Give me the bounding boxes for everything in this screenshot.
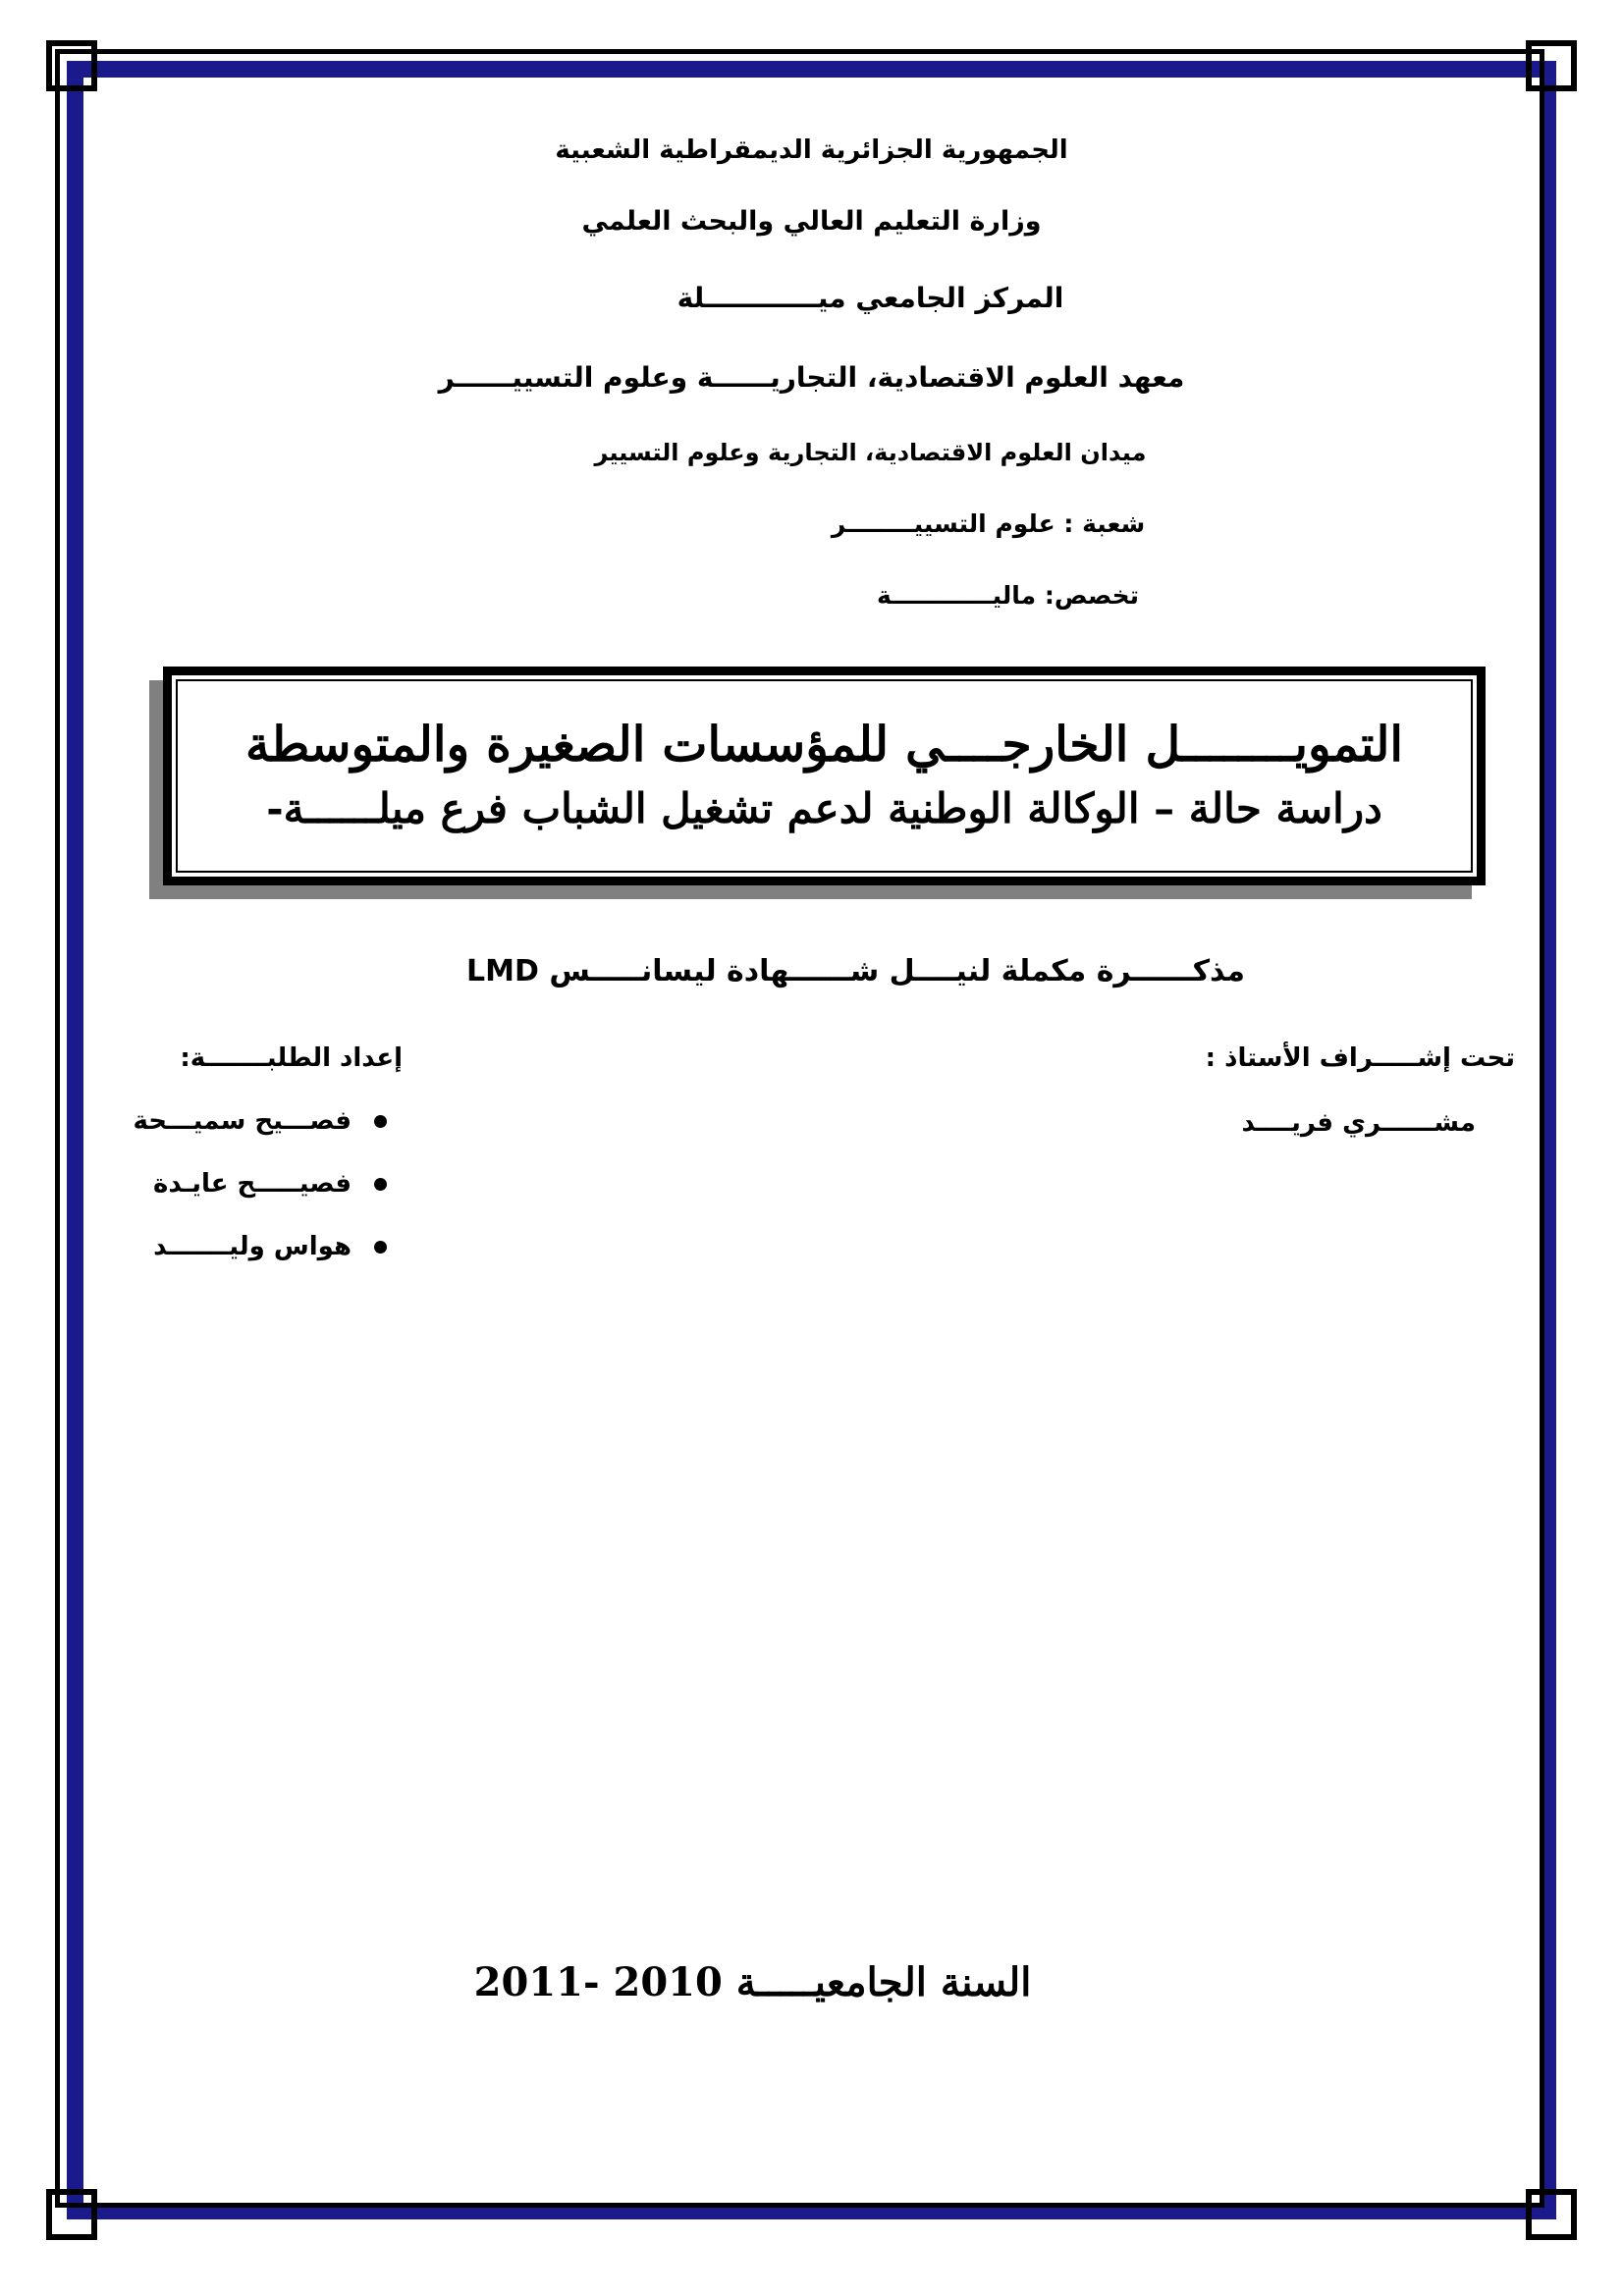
cover-content bbox=[108, 108, 1515, 2188]
supervisor-name: مشــــــري فريــــد bbox=[1241, 1108, 1476, 1139]
corner-ornament-top-right bbox=[1526, 40, 1577, 91]
students-list bbox=[108, 1106, 403, 1261]
list-item bbox=[108, 1106, 352, 1136]
people-section bbox=[108, 1043, 1515, 1295]
student-name: فصيـــــح عايـدة bbox=[152, 1169, 352, 1200]
corner-ornament-bottom-left bbox=[46, 2189, 97, 2240]
bullet-icon bbox=[374, 1241, 387, 1254]
supervisor-heading: تحت إشـــــراف الأستاذ : bbox=[1205, 1043, 1515, 1074]
header-line-university-center: المركز الجامعي ميــــــــــــلة bbox=[676, 282, 1064, 314]
header-line-branch: شعبة : علوم التسييــــــــر bbox=[831, 509, 1146, 538]
thesis-title-line-2: دراسة حالة – الوكالة الوطنية لدعم تشغيل الشباب فرع ميلــــــة- bbox=[266, 783, 1382, 832]
title-box-wrapper bbox=[163, 667, 1486, 885]
list-item bbox=[108, 1169, 352, 1199]
bullet-icon bbox=[374, 1115, 387, 1128]
supervisor-column bbox=[1176, 1043, 1515, 1138]
thesis-title-line-1: التمويــــــــل الخارجــــي للمؤسسات الصغيرة والمتوسطة bbox=[244, 716, 1404, 773]
header-line-ministry: وزارة التعليم العالي والبحث العلمي bbox=[581, 206, 1042, 237]
student-name: هواس وليـــــــد bbox=[153, 1232, 352, 1262]
bullet-icon bbox=[374, 1178, 387, 1191]
students-heading: إعداد الطلبـــــــة: bbox=[180, 1043, 403, 1074]
academic-year: السنة الجامعيـــــة 2010 -2011 bbox=[473, 1959, 1032, 2005]
title-box bbox=[163, 667, 1486, 885]
degree-statement: مذكــــــرة مكملة لنيــــل شــــــهادة ليسانـــــس LMD bbox=[466, 954, 1245, 989]
header-line-field: ميدان العلوم الاقتصادية، التجارية وعلوم التسيير bbox=[594, 439, 1147, 466]
header-line-republic: الجمهورية الجزائرية الديمقراطية الشعبية bbox=[555, 135, 1068, 165]
corner-ornament-bottom-right bbox=[1526, 2189, 1577, 2240]
header-line-institute: معهد العلوم الاقتصادية، التجاريــــــة وعلوم التسييــــــر bbox=[438, 361, 1185, 394]
list-item bbox=[108, 1232, 352, 1261]
student-name: فصـــيح سميـــحة bbox=[133, 1106, 352, 1137]
header-line-specialty: تخصص: ماليــــــــــــة bbox=[876, 581, 1139, 610]
title-box-inner bbox=[176, 679, 1473, 873]
students-column bbox=[108, 1043, 579, 1295]
corner-ornament-top-left bbox=[46, 40, 97, 91]
